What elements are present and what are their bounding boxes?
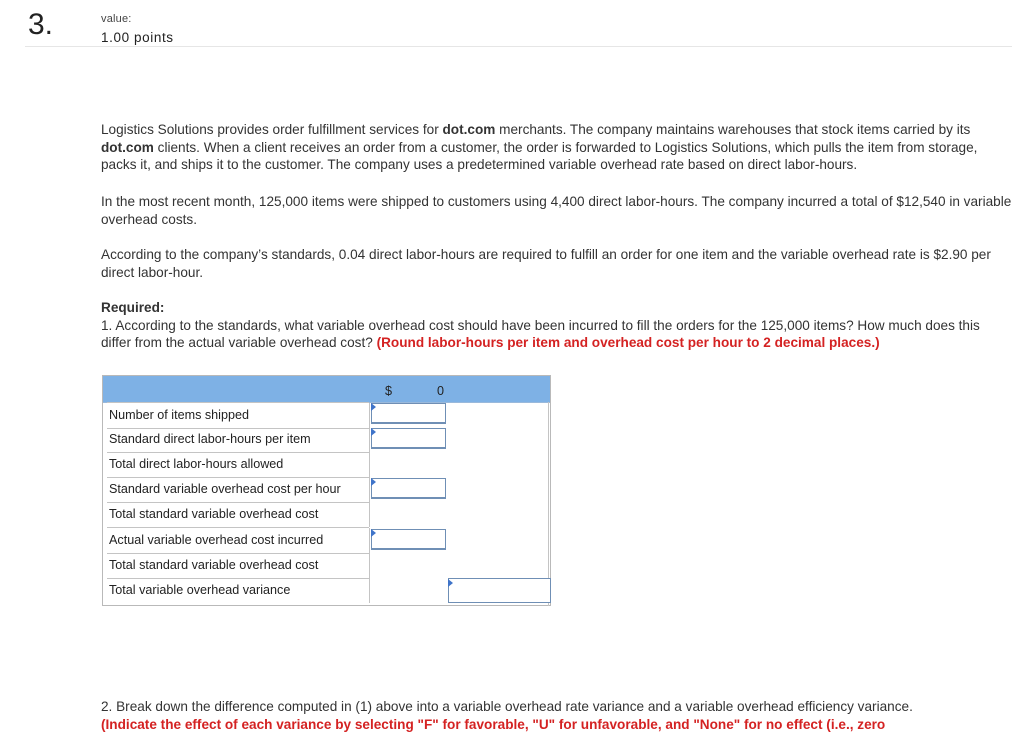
answer-table xyxy=(102,375,551,606)
question-points: 1.00 points xyxy=(101,30,174,45)
table-row: Actual variable overhead cost incurred xyxy=(107,528,369,554)
table-row: Total variable overhead variance xyxy=(107,578,369,603)
table-row: Total standard variable overhead cost xyxy=(107,502,369,528)
table-row: Total standard variable overhead cost xyxy=(107,553,369,579)
table-row: Standard direct labor-hours per item xyxy=(107,427,369,453)
standards-paragraph: According to the company’s standards, 0.04 direct labor-hours are required to fulfill an order for one item and the variable overhead rate is $2.90 per direct labor-hour. xyxy=(101,247,991,280)
effect-note: (Indicate the effect of each variance by selecting "F" for favorable, "U" for unfavorable, and "None" for no effect (i.e., zero xyxy=(101,716,886,732)
items-shipped-input[interactable] xyxy=(371,403,446,424)
month-paragraph: In the most recent month, 125,000 items were shipped to customers using 4,400 direct labor-hours. The company incurred a total of $12,540 in variable overhead costs. xyxy=(101,194,1012,227)
required-section: Required: 1. According to the standards, what variable overhead cost should have been incurred to fill the orders for the 125,000 items? How much does this differ from the actual variable overhead cost? (Round labor-hours per item and overhead cost per hour to 2 decimal places.) xyxy=(101,300,980,350)
overhead-cost-per-hour-input[interactable] xyxy=(371,478,446,499)
required-label: Required: xyxy=(101,300,165,315)
table-row: Number of items shipped xyxy=(107,402,369,429)
value-label: value: xyxy=(101,13,132,25)
input-marker-icon xyxy=(371,478,376,486)
currency-symbol: $ xyxy=(385,384,393,398)
input-marker-icon xyxy=(371,428,376,436)
intro-paragraph: Logistics Solutions provides order fulfillment services for dot.com merchants. The company maintains warehouses that stock items carried by its dot.com clients. When a client receives an order from a customer, the order is forwarded to Logistics Solutions, which pulls the item from storage, packs it, and ships it to the customer. The company uses a predetermined variable overhead rate based on direct labor-hours. xyxy=(101,122,978,172)
labor-hours-per-item-input[interactable] xyxy=(371,428,446,449)
table-row: Total direct labor-hours allowed xyxy=(107,452,369,478)
question-number: 3. xyxy=(28,8,54,41)
variance-value: 0 xyxy=(437,384,445,398)
variance-type-select[interactable] xyxy=(448,578,551,603)
rounding-note: (Round labor-hours per item and overhead cost per hour to 2 decimal places.) xyxy=(376,335,880,350)
input-marker-icon xyxy=(371,403,376,411)
table-header xyxy=(103,376,550,403)
actual-overhead-cost-input[interactable] xyxy=(371,529,446,550)
required-part-2: 2. Break down the difference computed in (1) above into a variable overhead rate variance and a variable overhead efficiency variance. (Indicate the effect of each variance by selecting "F" for favorable, "U" for unfavorable, and "None" for no effect (i.e., zero xyxy=(101,699,913,732)
header-divider xyxy=(25,46,1012,47)
input-marker-icon xyxy=(371,529,376,537)
table-row: Standard variable overhead cost per hour xyxy=(107,477,369,503)
input-marker-icon xyxy=(448,579,453,587)
